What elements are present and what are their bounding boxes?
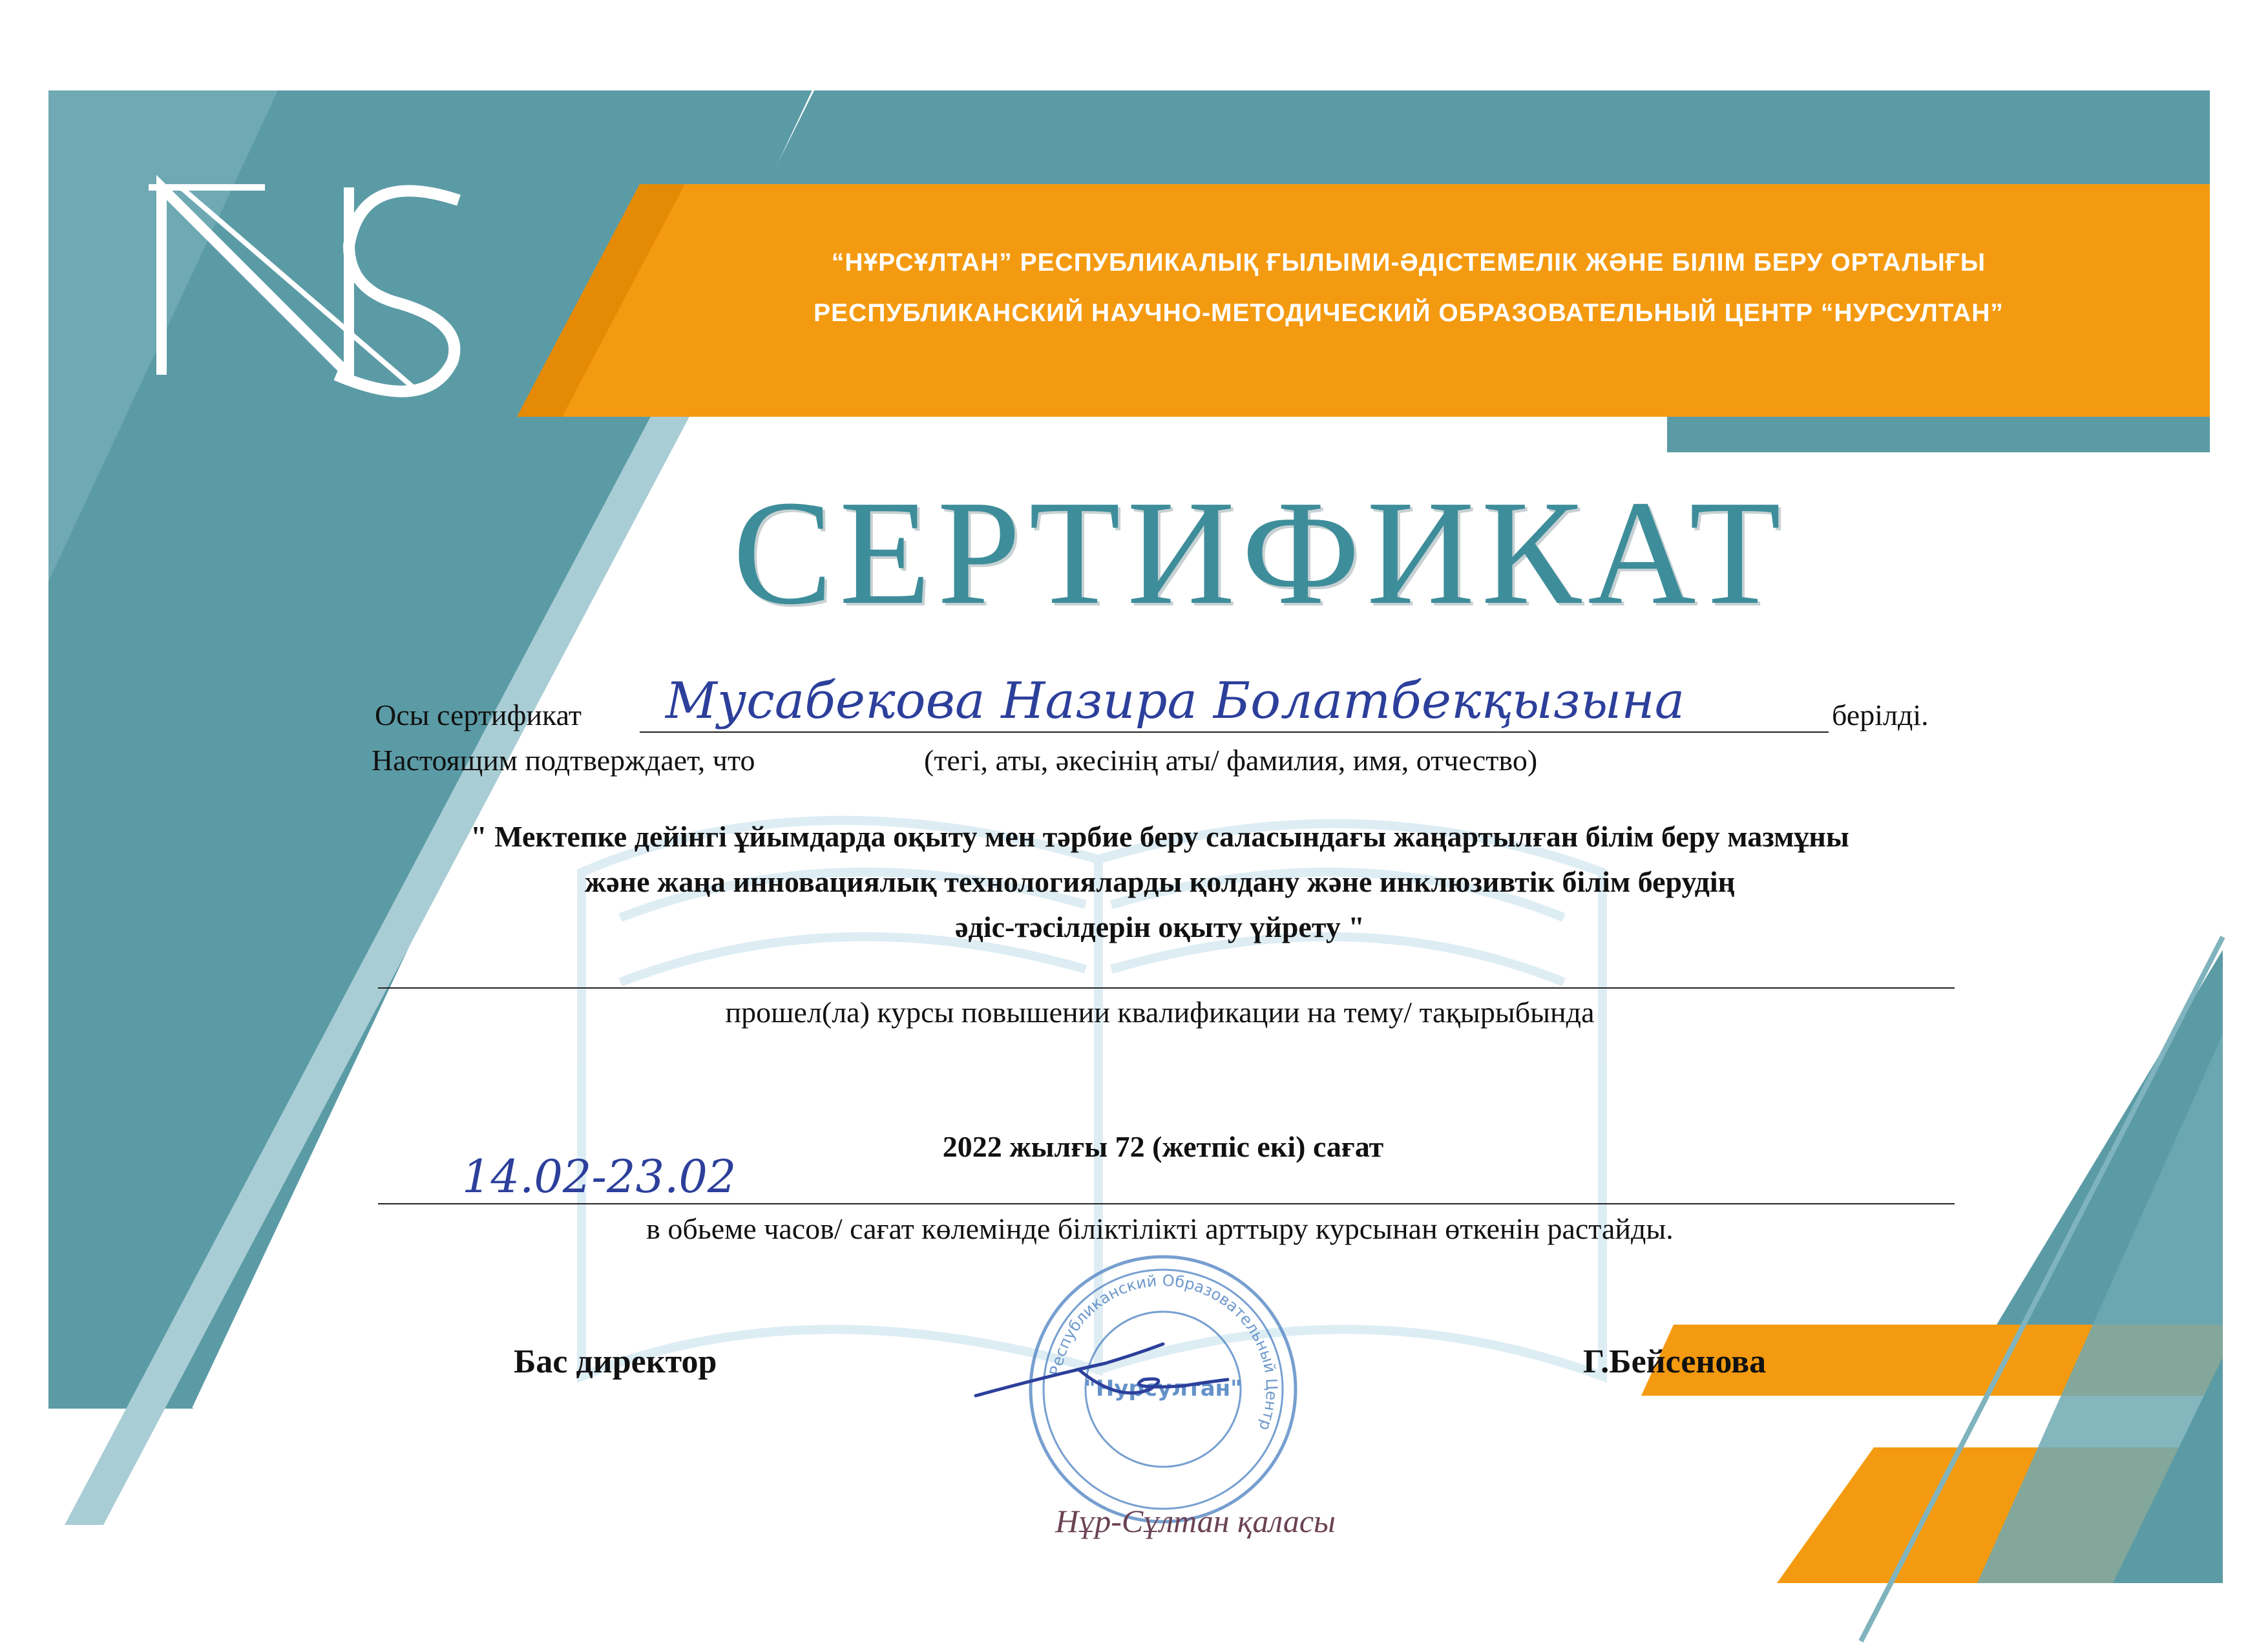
- hours-text: 2022 жылғы 72 (жетпіс екі) сағат: [942, 1130, 1384, 1163]
- recipient-prefix-ru: Настоящим подтверждает, что: [372, 744, 755, 777]
- certificate-title: СЕРТИФИКАТ: [732, 470, 1787, 636]
- recipient-caption: (тегі, аты, әкесінің аты/ фамилия, имя, отчество): [924, 744, 1538, 777]
- course-line-3: әдіс-тәсілдерін оқыту үйрету ": [955, 910, 1365, 943]
- recipient-name: Мусабекова Назира Болатбекқызына: [666, 672, 1685, 730]
- stamp-center-text: "Нурсултан": [1084, 1376, 1242, 1402]
- handwritten-signature: [969, 1318, 1241, 1434]
- footer-city: Нұр-Сұлтан қаласы: [1055, 1503, 1336, 1539]
- hours-caption: в обьеме часов/ сағат көлемінде біліктілікті арттыру курсынан өткенін растайды.: [646, 1212, 1674, 1245]
- course-line-2: және жаңа инновациялық технологияларды қолдану және инклюзивтік білім берудің: [584, 865, 1736, 898]
- course-caption: прошел(ла) курсы повышении квалификации на тему/ тақырыбында: [725, 996, 1595, 1029]
- header-line-kz: “НҰРСҰЛТАН” РЕСПУБЛИКАЛЫҚ ҒЫЛЫМИ-ӘДІСТЕМЕЛІК ЖӘНЕ БІЛІМ БЕРУ ОРТАЛЫҒЫ: [831, 249, 1986, 277]
- recipient-prefix-kz: Осы сертификат: [375, 698, 582, 731]
- recipient-suffix-kz: берілді.: [1832, 698, 1929, 731]
- recipient-name-underline: [640, 731, 1829, 733]
- course-underline: [378, 987, 1955, 989]
- stamp-ring-text: Республиканский Образовательный Центр: [1046, 1271, 1281, 1433]
- signature-name: Г.Бейсенова: [1583, 1343, 1767, 1380]
- course-line-1: " Мектепке дейінгі ұйымдарда оқыту мен тәрбие беру саласындағы жаңартылған білім беру мазмұны: [470, 820, 1849, 853]
- course-dates: 14.02-23.02: [462, 1150, 737, 1203]
- hours-underline: [378, 1203, 1955, 1204]
- signature-role: Бас директор: [514, 1343, 717, 1380]
- header-line-ru: РЕСПУБЛИКАНСКИЙ НАУЧНО-МЕТОДИЧЕСКИЙ ОБРАЗОВАТЕЛЬНЫЙ ЦЕНТР “НУРСУЛТАН”: [814, 299, 2004, 327]
